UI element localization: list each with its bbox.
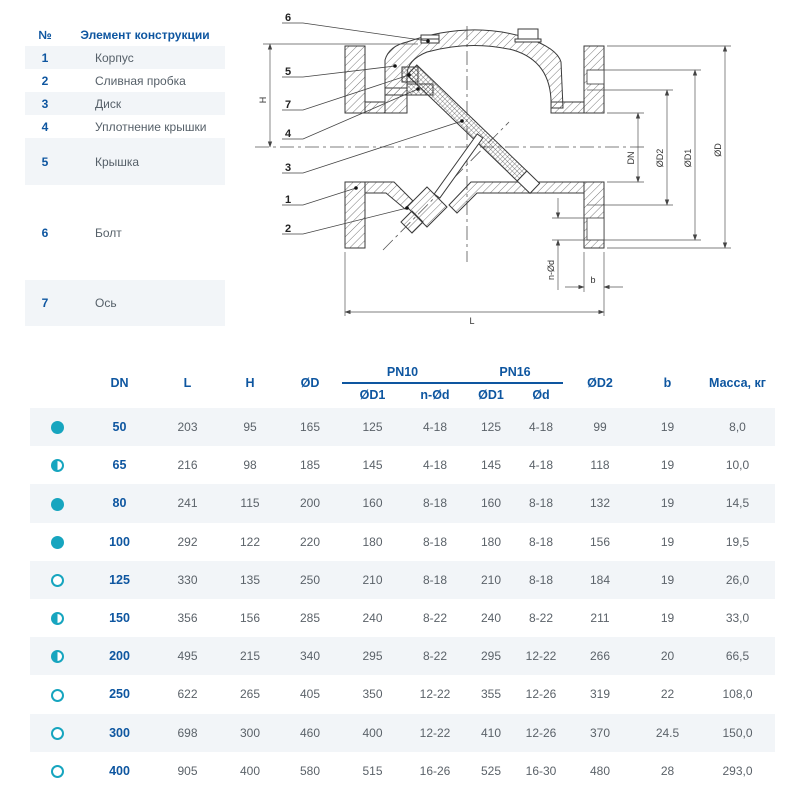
cell-value: 95 — [243, 420, 257, 435]
cell-value: 8-18 — [528, 496, 554, 511]
header-d: ØD — [300, 376, 320, 390]
dimension-lines — [263, 44, 731, 316]
cell-value: 293,0 — [722, 763, 753, 778]
part-number: 3 — [41, 96, 49, 111]
cell-value: 19 — [660, 458, 675, 473]
cell-value: 400 — [362, 725, 383, 740]
cell-value: 200 — [299, 496, 321, 511]
cell-value: 240 — [480, 611, 502, 626]
cell-value: 156 — [589, 534, 611, 549]
header-mass: Масса, кг — [709, 376, 766, 390]
header-pn10-d1: ØD1 — [359, 387, 386, 402]
header-pn16-od: Ød — [532, 387, 550, 402]
cell-value: 115 — [240, 496, 260, 511]
cell-value: 26,0 — [725, 572, 750, 587]
dn-value: 50 — [112, 420, 127, 435]
callout-numbers — [285, 12, 292, 235]
cell-value: 295 — [480, 649, 502, 664]
cell-value: 300 — [239, 725, 261, 740]
cell-value: 135 — [239, 572, 261, 587]
header-dn: DN — [110, 376, 129, 390]
cell-value: 330 — [177, 572, 198, 587]
dn-value: 250 — [109, 687, 130, 702]
cell-value: 8-22 — [422, 649, 448, 664]
parts-list-header — [25, 24, 225, 46]
marker-cell — [30, 649, 84, 663]
cell-value: 203 — [177, 420, 198, 435]
marker-cell — [30, 420, 84, 434]
cell-value: 460 — [299, 725, 321, 740]
table-row — [30, 637, 775, 675]
cell-value: 8-22 — [422, 611, 448, 626]
dn-marker-filled-icon — [51, 536, 64, 549]
cell-value: 99 — [593, 420, 607, 435]
valve-section-drawing — [255, 0, 760, 350]
cell-value: 370 — [589, 725, 611, 740]
cell-value: 4-18 — [422, 458, 448, 473]
dim-D: ØD — [713, 143, 723, 157]
dn-value: 100 — [109, 534, 130, 549]
cell-value: 480 — [589, 763, 611, 778]
parts-header-num: № — [38, 28, 52, 42]
cell-value: 216 — [177, 458, 198, 473]
cell-value: 156 — [239, 611, 261, 626]
cell-value: 12-22 — [419, 687, 451, 702]
cell-value: 98 — [243, 458, 257, 473]
dim-D1: ØD1 — [683, 148, 693, 168]
cell-value: 400 — [239, 763, 261, 778]
cell-value: 24.5 — [655, 725, 680, 740]
dim-b: b — [590, 275, 596, 285]
cell-value: 10,0 — [725, 458, 750, 473]
header-pn10-nod: n-Ød — [420, 387, 450, 402]
cell-value: 118 — [590, 458, 610, 473]
dn-marker-empty-icon — [51, 689, 64, 702]
cell-value: 285 — [299, 611, 321, 626]
cell-value: 210 — [362, 572, 383, 587]
callout-7: 7 — [285, 99, 292, 111]
cell-value: 211 — [590, 611, 610, 626]
part-name: Сливная пробка — [95, 73, 186, 88]
cell-value: 19 — [660, 420, 675, 435]
cell-value: 19 — [660, 496, 675, 511]
cell-value: 410 — [480, 725, 502, 740]
cell-value: 33,0 — [725, 611, 750, 626]
callout-6: 6 — [285, 12, 292, 24]
parts-list-rows — [25, 46, 225, 326]
cell-value: 165 — [299, 420, 321, 435]
dim-L: L — [469, 316, 475, 326]
list-item — [25, 115, 225, 138]
header-b: b — [663, 376, 672, 390]
marker-cell — [30, 725, 84, 739]
dim-DN: DN — [626, 151, 636, 165]
cell-value: 14,5 — [725, 496, 750, 511]
cell-value: 8-18 — [422, 572, 448, 587]
dim-H: H — [258, 96, 268, 104]
dn-marker-half-icon — [51, 612, 64, 625]
table-row — [30, 561, 775, 599]
cell-value: 19,5 — [725, 534, 750, 549]
table-row — [30, 599, 775, 637]
part-name: Диск — [95, 96, 122, 111]
cell-value: 622 — [177, 687, 198, 702]
part-number: 1 — [41, 50, 49, 65]
part-name: Уплотнение крышки — [95, 119, 207, 134]
marker-cell — [30, 496, 84, 510]
cell-value: 210 — [480, 572, 502, 587]
cell-value: 150,0 — [722, 725, 753, 740]
cell-value: 66,5 — [725, 649, 750, 664]
dn-marker-filled-icon — [51, 498, 64, 511]
dimension-labels — [258, 97, 723, 326]
dim-D2: ØD2 — [655, 148, 665, 168]
marker-cell — [30, 687, 84, 701]
list-item — [25, 280, 225, 326]
cell-value: 12-26 — [525, 687, 557, 702]
cell-value: 250 — [299, 572, 321, 587]
cell-value: 145 — [362, 458, 383, 473]
dn-value: 300 — [109, 725, 130, 740]
cell-value: 145 — [480, 458, 502, 473]
cell-value: 495 — [177, 649, 198, 664]
cell-value: 265 — [239, 687, 261, 702]
cell-value: 220 — [299, 534, 321, 549]
part-number: 4 — [41, 119, 49, 134]
cell-value: 180 — [362, 534, 383, 549]
list-item — [25, 185, 225, 280]
cell-value: 4-18 — [528, 420, 554, 435]
callout-2: 2 — [285, 223, 292, 235]
marker-cell — [30, 764, 84, 778]
cell-value: 19 — [660, 572, 675, 587]
dn-value: 65 — [112, 458, 127, 473]
cell-value: 12-22 — [419, 725, 451, 740]
callout-5: 5 — [285, 66, 292, 78]
cell-value: 125 — [362, 420, 383, 435]
parts-list — [25, 24, 225, 326]
marker-cell — [30, 458, 84, 472]
header-pn10: PN10 — [386, 364, 419, 379]
cell-value: 19 — [660, 611, 675, 626]
list-item — [25, 69, 225, 92]
cell-value: 12-26 — [525, 725, 557, 740]
header-pn16: PN16 — [499, 364, 531, 379]
cell-value: 185 — [299, 458, 321, 473]
part-number: 2 — [41, 73, 49, 88]
part-name: Болт — [95, 225, 122, 240]
dimensions-rows — [30, 408, 775, 790]
dimensions-table-header — [30, 358, 775, 408]
cell-value: 19 — [660, 534, 675, 549]
dimensions-table — [30, 358, 775, 790]
pn-divider-line — [342, 382, 563, 384]
cell-value: 122 — [239, 534, 261, 549]
cell-value: 125 — [480, 420, 502, 435]
dim-nOd: n-Ød — [546, 259, 556, 281]
cell-value: 525 — [480, 763, 502, 778]
cell-value: 16-26 — [419, 763, 451, 778]
cell-value: 16-30 — [525, 763, 557, 778]
part-number: 6 — [41, 225, 49, 240]
table-row — [30, 484, 775, 522]
cell-value: 905 — [177, 763, 198, 778]
marker-cell — [30, 534, 84, 548]
cell-value: 266 — [589, 649, 611, 664]
list-item — [25, 92, 225, 115]
cell-value: 4-18 — [422, 420, 448, 435]
cell-value: 356 — [177, 611, 198, 626]
cell-value: 160 — [480, 496, 502, 511]
cell-value: 295 — [362, 649, 383, 664]
cell-value: 8-22 — [528, 611, 554, 626]
cell-value: 292 — [177, 534, 198, 549]
table-row — [30, 675, 775, 713]
parts-header-name: Элемент конструкции — [80, 28, 210, 42]
header-d2: ØD2 — [587, 376, 613, 390]
cell-value: 515 — [362, 763, 383, 778]
cell-value: 180 — [480, 534, 502, 549]
callout-1: 1 — [285, 194, 292, 206]
pn-header-group — [340, 365, 565, 402]
dn-value: 80 — [112, 496, 127, 511]
header-l: L — [183, 376, 192, 390]
cell-value: 241 — [177, 496, 198, 511]
cell-value: 8,0 — [729, 420, 746, 435]
cell-value: 340 — [299, 649, 321, 664]
header-pn16-d1: ØD1 — [478, 387, 504, 402]
cell-value: 580 — [299, 763, 321, 778]
cell-value: 215 — [239, 649, 261, 664]
part-number: 5 — [41, 154, 49, 169]
dn-value: 200 — [109, 649, 130, 664]
dn-value: 400 — [109, 763, 130, 778]
dn-value: 125 — [109, 572, 130, 587]
cell-value: 8-18 — [528, 572, 554, 587]
table-row — [30, 523, 775, 561]
header-h: H — [245, 376, 255, 390]
cell-value: 350 — [362, 687, 383, 702]
dn-marker-empty-icon — [51, 574, 64, 587]
callout-3: 3 — [285, 162, 292, 174]
cell-value: 4-18 — [528, 458, 554, 473]
marker-cell — [30, 573, 84, 587]
dn-marker-half-icon — [51, 650, 64, 663]
table-row — [30, 446, 775, 484]
cell-value: 240 — [362, 611, 383, 626]
cell-value: 8-18 — [528, 534, 554, 549]
part-name: Ось — [95, 296, 117, 310]
cell-value: 28 — [660, 763, 675, 778]
hex-bolt-icon — [518, 29, 538, 39]
cell-value: 184 — [589, 572, 611, 587]
cell-value: 160 — [362, 496, 383, 511]
table-row — [30, 752, 775, 790]
cell-value: 12-22 — [525, 649, 557, 664]
marker-cell — [30, 611, 84, 625]
table-row — [30, 714, 775, 752]
cell-value: 319 — [589, 687, 611, 702]
list-item — [25, 138, 225, 185]
dn-marker-half-icon — [51, 459, 64, 472]
cell-value: 8-18 — [422, 534, 448, 549]
dn-marker-empty-icon — [51, 765, 64, 778]
part-name: Корпус — [95, 50, 134, 65]
list-item — [25, 46, 225, 69]
cell-value: 8-18 — [422, 496, 448, 511]
cell-value: 355 — [480, 687, 502, 702]
cell-value: 698 — [177, 725, 198, 740]
table-row — [30, 408, 775, 446]
part-number: 7 — [41, 296, 49, 310]
dn-value: 150 — [109, 611, 130, 626]
cell-value: 108,0 — [722, 687, 753, 702]
dn-marker-filled-icon — [51, 421, 64, 434]
dn-marker-empty-icon — [51, 727, 64, 740]
cell-value: 22 — [660, 687, 675, 702]
cell-value: 405 — [299, 687, 321, 702]
callout-4: 4 — [285, 128, 292, 140]
cell-value: 20 — [660, 649, 675, 664]
part-name: Крышка — [95, 154, 140, 169]
cell-value: 132 — [589, 496, 611, 511]
internals — [402, 65, 540, 198]
